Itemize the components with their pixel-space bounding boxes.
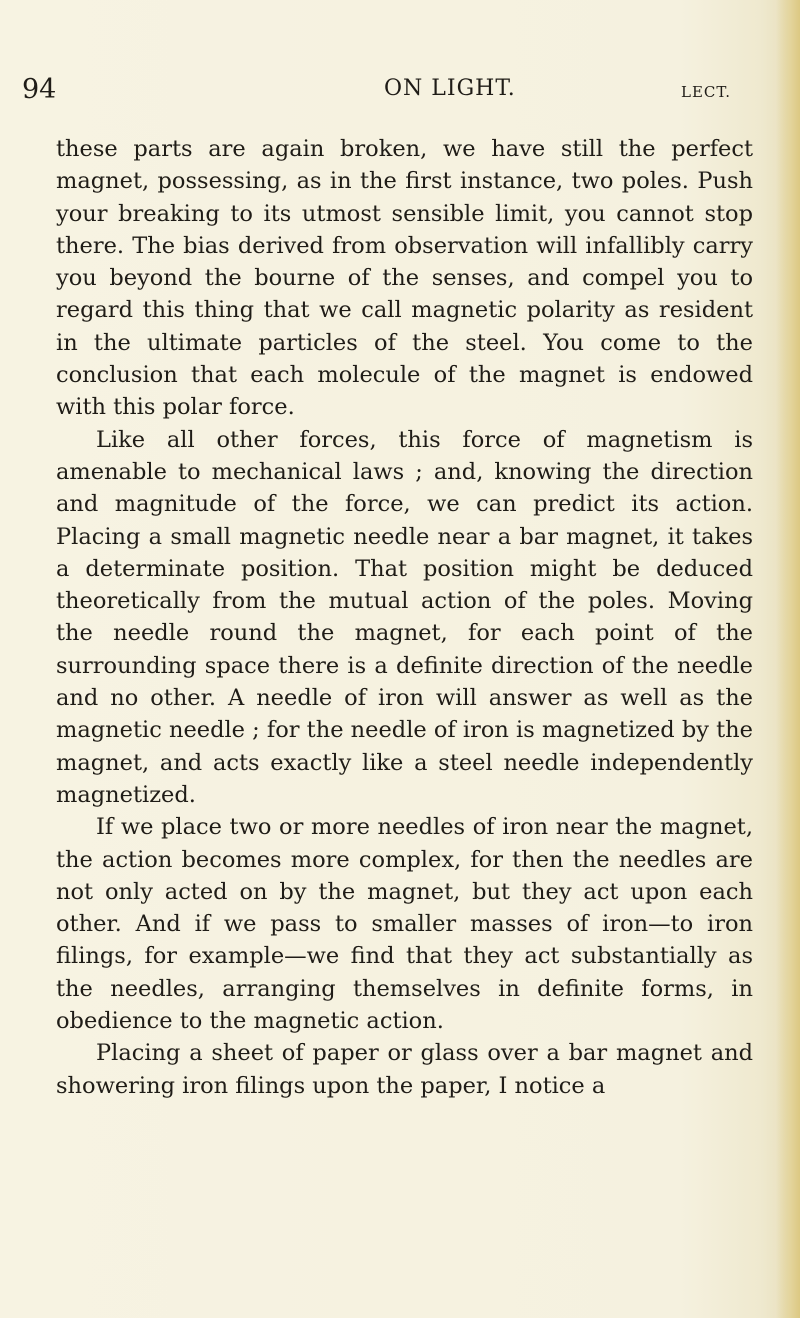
page-number: 94	[22, 74, 57, 105]
paragraph: Placing a sheet of paper or glass over a bar magnet and showering iron filings upon the paper, I notice a	[56, 1040, 753, 1099]
section-label: LECT.	[681, 83, 731, 101]
body-text	[56, 133, 753, 1102]
paragraph-continued: these parts are again broken, we have still the perfect magnet, possessing, as in the first instance, two poles. Push your breaking to its utmost sensible limit, you cannot stop there. The bias derived from observation will infallibly carry you beyond the bourne of the senses, and compel you to regard this thing that we call magnetic polarity as resident in the ultimate particles of the steel. You come to the conclusion that each molecule of the magnet is endowed with this polar force.	[56, 136, 753, 421]
paragraph: Like all other forces, this force of magnetism is amenable to mechanical laws ; and, knowing the direction and magnitude of the force, we can predict its action. Placing a small magnetic needle near a bar magnet, it takes a determinate position. That position might be deduced theoretically from the mutual action of the poles. Moving the needle round the magnet, for each point of the surrounding space there is a definite direction of the needle and no other. A needle of iron will answer as well as the magnetic needle ; for the needle of iron is magnetized by the magnet, and acts exactly like a steel needle independently magnetized.	[56, 426, 753, 808]
page-header	[0, 74, 800, 114]
page-edge-shading	[776, 0, 800, 1318]
paragraph: If we place two or more needles of iron near the magnet, the action becomes more complex, for then the needles are not only acted on by the magnet, but they act upon each other. And if we pass to smaller masses of iron—to iron filings, for example—we find that they act substantially as the needles, arranging themselves in definite forms, in obedience to the magnetic action.	[56, 814, 753, 1035]
running-title: ON LIGHT.	[384, 76, 516, 101]
